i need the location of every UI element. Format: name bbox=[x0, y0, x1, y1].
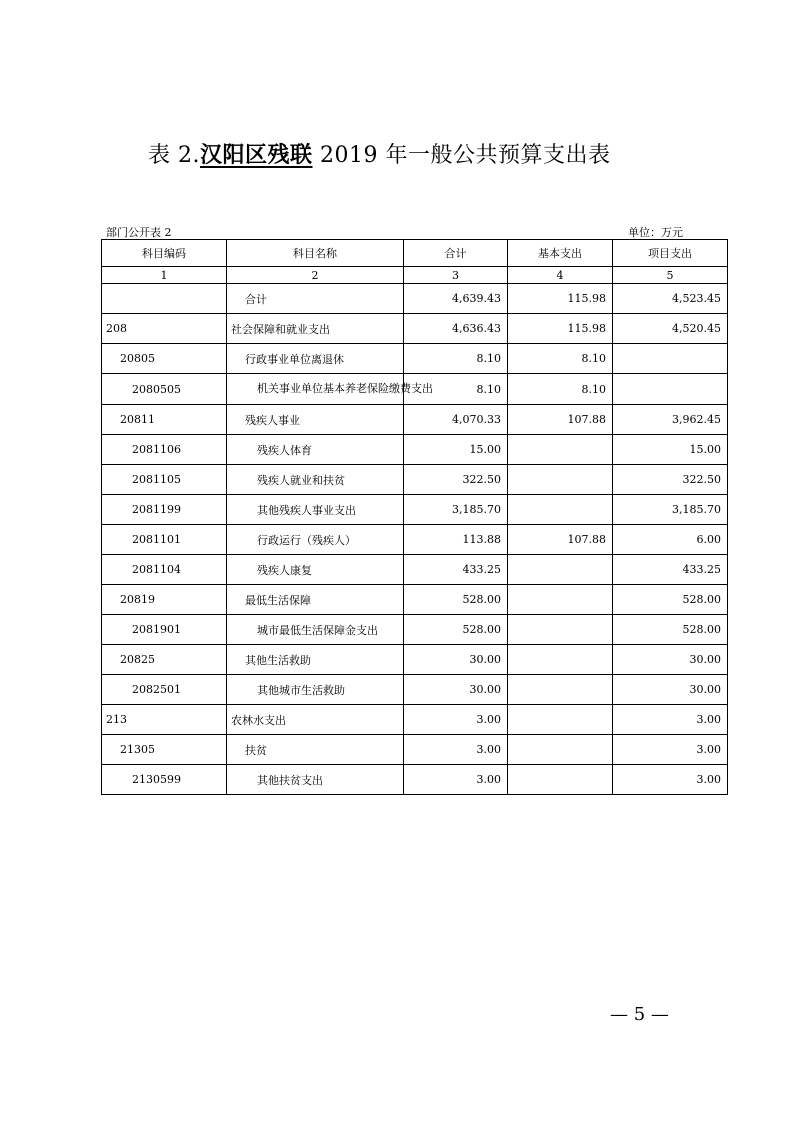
cell-total: 113.88 bbox=[404, 525, 508, 555]
cell-project: 3,962.45 bbox=[613, 405, 728, 435]
cell-name: 农林水支出 bbox=[227, 705, 404, 735]
cell-name: 行政运行（残疾人） bbox=[227, 525, 404, 555]
cell-total: 3.00 bbox=[404, 705, 508, 735]
cell-total: 3.00 bbox=[404, 735, 508, 765]
title-rest: 2019 年一般公共预算支出表 bbox=[312, 143, 611, 168]
index-cell: 5 bbox=[613, 267, 728, 284]
cell-basic bbox=[508, 645, 613, 675]
cell-total: 8.10 bbox=[404, 374, 508, 405]
cell-total: 3.00 bbox=[404, 765, 508, 795]
cell-name: 残疾人事业 bbox=[227, 405, 404, 435]
cell-name: 其他扶贫支出 bbox=[227, 765, 404, 795]
cell-name: 行政事业单位离退休 bbox=[227, 344, 404, 374]
cell-project: 30.00 bbox=[613, 645, 728, 675]
cell-project bbox=[613, 344, 728, 374]
cell-name: 其他生活救助 bbox=[227, 645, 404, 675]
cell-total: 30.00 bbox=[404, 645, 508, 675]
cell-name: 合计 bbox=[227, 284, 404, 314]
cell-total: 322.50 bbox=[404, 465, 508, 495]
cell-code: 20825 bbox=[102, 645, 227, 675]
cell-total: 8.10 bbox=[404, 344, 508, 374]
cell-code: 2081199 bbox=[102, 495, 227, 525]
cell-code: 2081901 bbox=[102, 615, 227, 645]
cell-code: 2080505 bbox=[102, 374, 227, 405]
title-prefix: 表 2. bbox=[148, 143, 200, 168]
budget-table bbox=[101, 239, 728, 795]
cell-name: 残疾人康复 bbox=[227, 555, 404, 585]
table-row bbox=[102, 314, 728, 344]
table-row bbox=[102, 585, 728, 615]
cell-name: 城市最低生活保障金支出 bbox=[227, 615, 404, 645]
cell-name: 最低生活保障 bbox=[227, 585, 404, 615]
cell-code: 20819 bbox=[102, 585, 227, 615]
table-row bbox=[102, 465, 728, 495]
index-cell: 1 bbox=[102, 267, 227, 284]
table-row bbox=[102, 555, 728, 585]
unit-label: 单位：万元 bbox=[628, 226, 683, 239]
cell-name: 残疾人体育 bbox=[227, 435, 404, 465]
cell-total: 4,636.43 bbox=[404, 314, 508, 344]
cell-project: 3.00 bbox=[613, 765, 728, 795]
cell-basic: 115.98 bbox=[508, 284, 613, 314]
cell-project: 3,185.70 bbox=[613, 495, 728, 525]
cell-total: 3,185.70 bbox=[404, 495, 508, 525]
header-total: 合计 bbox=[404, 240, 508, 267]
cell-project: 15.00 bbox=[613, 435, 728, 465]
header-project: 项目支出 bbox=[613, 240, 728, 267]
cell-basic bbox=[508, 705, 613, 735]
cell-code: 21305 bbox=[102, 735, 227, 765]
table-row bbox=[102, 344, 728, 374]
cell-name: 其他残疾人事业支出 bbox=[227, 495, 404, 525]
index-row bbox=[102, 267, 728, 284]
table-row bbox=[102, 735, 728, 765]
cell-total: 528.00 bbox=[404, 615, 508, 645]
cell-total: 433.25 bbox=[404, 555, 508, 585]
cell-basic: 107.88 bbox=[508, 525, 613, 555]
cell-basic bbox=[508, 585, 613, 615]
cell-total: 4,639.43 bbox=[404, 284, 508, 314]
cell-total: 15.00 bbox=[404, 435, 508, 465]
cell-code: 2081105 bbox=[102, 465, 227, 495]
cell-code: 2081104 bbox=[102, 555, 227, 585]
cell-name: 残疾人就业和扶贫 bbox=[227, 465, 404, 495]
table-row bbox=[102, 374, 728, 405]
table-row bbox=[102, 645, 728, 675]
cell-project: 433.25 bbox=[613, 555, 728, 585]
cell-code: 2081101 bbox=[102, 525, 227, 555]
header-code: 科目编码 bbox=[102, 240, 227, 267]
cell-basic bbox=[508, 465, 613, 495]
table-number-label: 部门公开表 2 bbox=[106, 226, 172, 239]
cell-basic bbox=[508, 495, 613, 525]
cell-basic bbox=[508, 735, 613, 765]
cell-name: 扶贫 bbox=[227, 735, 404, 765]
header-row bbox=[102, 240, 728, 267]
index-cell: 4 bbox=[508, 267, 613, 284]
cell-basic bbox=[508, 555, 613, 585]
table-row bbox=[102, 405, 728, 435]
table-body bbox=[102, 284, 728, 795]
cell-basic bbox=[508, 615, 613, 645]
cell-basic bbox=[508, 765, 613, 795]
cell-code: 2082501 bbox=[102, 675, 227, 705]
header-basic: 基本支出 bbox=[508, 240, 613, 267]
index-cell: 2 bbox=[227, 267, 404, 284]
cell-basic bbox=[508, 435, 613, 465]
page-number: — 5 — bbox=[610, 1004, 669, 1025]
cell-project: 4,523.45 bbox=[613, 284, 728, 314]
page-title bbox=[148, 138, 610, 169]
cell-total: 528.00 bbox=[404, 585, 508, 615]
cell-name: 社会保障和就业支出 bbox=[227, 314, 404, 344]
cell-project: 528.00 bbox=[613, 585, 728, 615]
table-row bbox=[102, 284, 728, 314]
cell-project: 4,520.45 bbox=[613, 314, 728, 344]
table-row bbox=[102, 525, 728, 555]
cell-project: 3.00 bbox=[613, 735, 728, 765]
cell-name: 其他城市生活救助 bbox=[227, 675, 404, 705]
cell-project: 322.50 bbox=[613, 465, 728, 495]
cell-project: 528.00 bbox=[613, 615, 728, 645]
cell-project: 6.00 bbox=[613, 525, 728, 555]
table-row bbox=[102, 615, 728, 645]
table-row bbox=[102, 675, 728, 705]
header-name: 科目名称 bbox=[227, 240, 404, 267]
index-cell: 3 bbox=[404, 267, 508, 284]
cell-basic bbox=[508, 675, 613, 705]
cell-code: 2081106 bbox=[102, 435, 227, 465]
cell-total: 4,070.33 bbox=[404, 405, 508, 435]
cell-basic: 107.88 bbox=[508, 405, 613, 435]
cell-code: 213 bbox=[102, 705, 227, 735]
cell-code: 20811 bbox=[102, 405, 227, 435]
cell-project: 30.00 bbox=[613, 675, 728, 705]
cell-basic: 8.10 bbox=[508, 344, 613, 374]
cell-project bbox=[613, 374, 728, 405]
cell-name: 机关事业单位基本养老保险缴费支出 bbox=[227, 374, 404, 405]
cell-project: 3.00 bbox=[613, 705, 728, 735]
table-row bbox=[102, 495, 728, 525]
cell-code: 2130599 bbox=[102, 765, 227, 795]
cell-code: 208 bbox=[102, 314, 227, 344]
cell-basic: 8.10 bbox=[508, 374, 613, 405]
title-org: 汉阳区残联 bbox=[199, 143, 313, 168]
table-row bbox=[102, 765, 728, 795]
cell-total: 30.00 bbox=[404, 675, 508, 705]
cell-code: 20805 bbox=[102, 344, 227, 374]
cell-basic: 115.98 bbox=[508, 314, 613, 344]
table-row bbox=[102, 435, 728, 465]
cell-code bbox=[102, 284, 227, 314]
table-row bbox=[102, 705, 728, 735]
